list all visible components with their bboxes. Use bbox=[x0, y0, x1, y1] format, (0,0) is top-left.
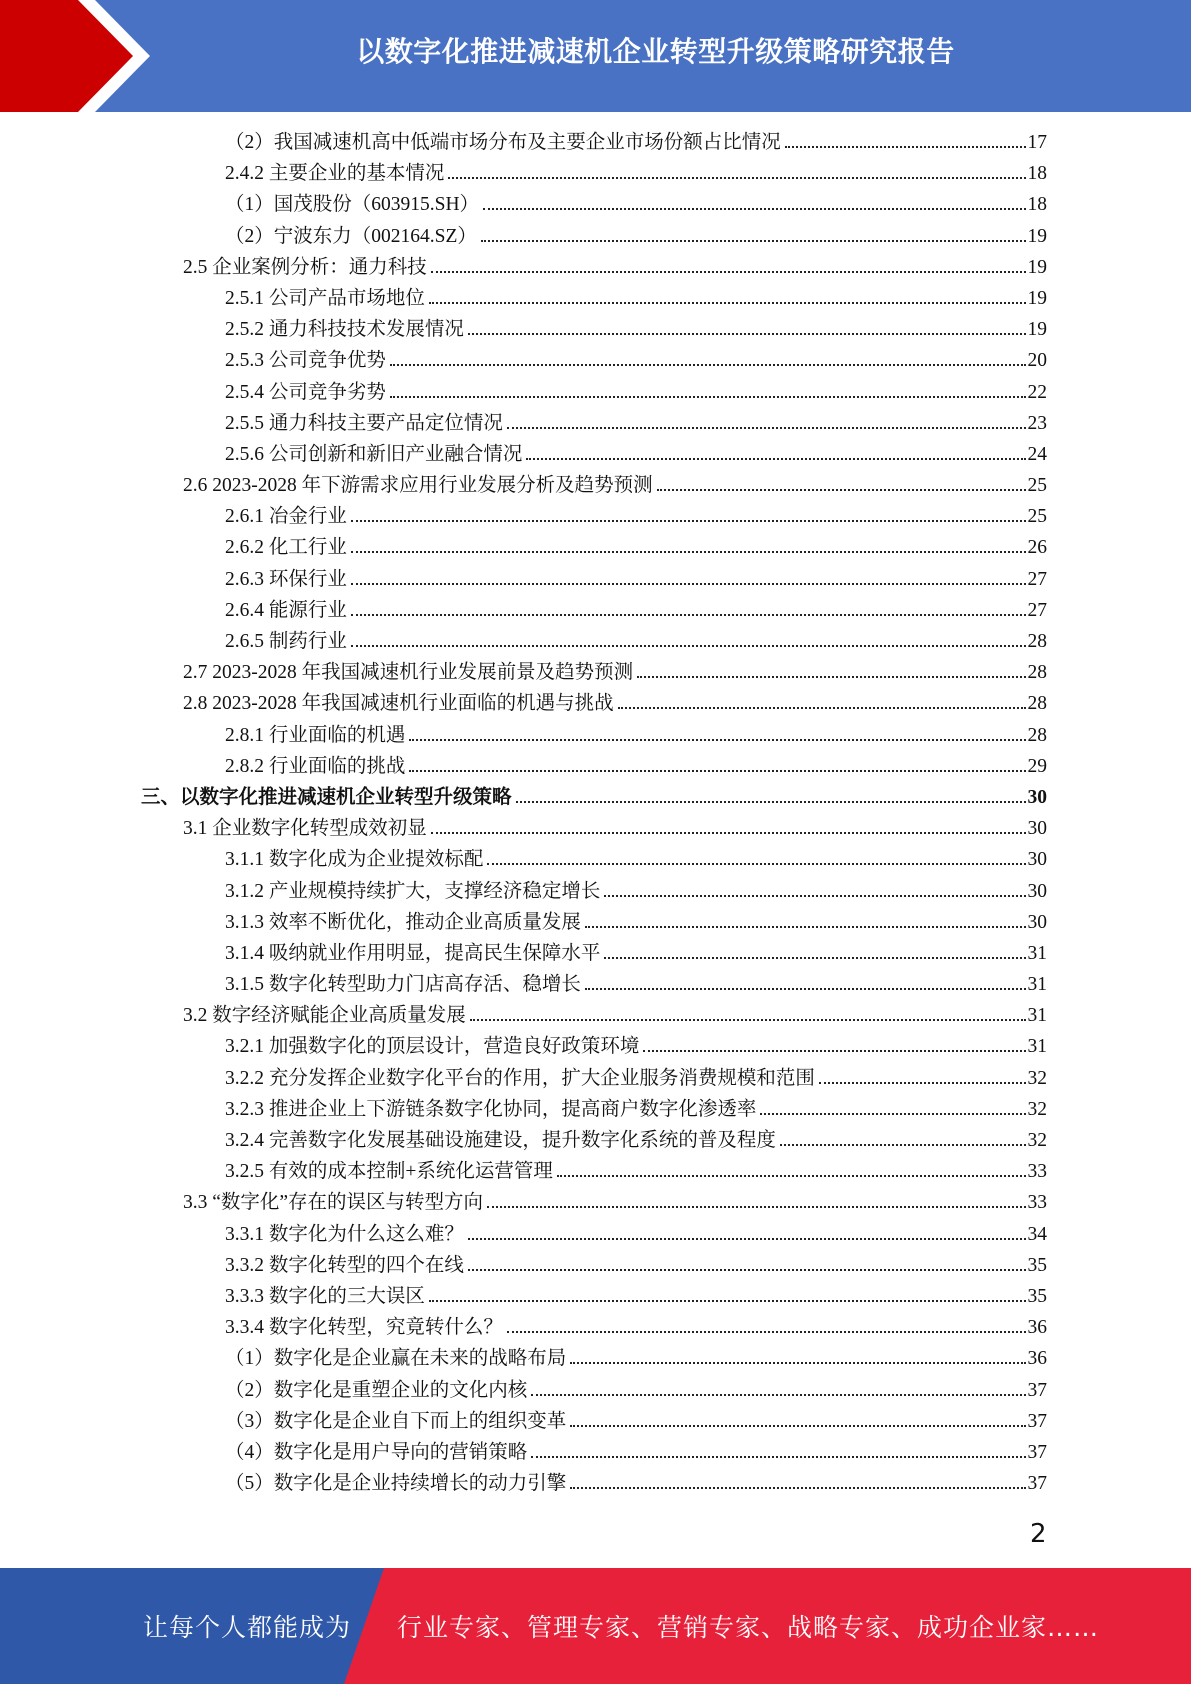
toc-entry-page: 30 bbox=[1027, 849, 1047, 871]
toc-entry-title: 3.1.3 效率不断优化，推动企业高质量发展 bbox=[225, 911, 581, 933]
toc-entry[interactable] bbox=[0, 1312, 1047, 1343]
toc-leader-dots bbox=[780, 1143, 1026, 1146]
footer-slogan-right: 行业专家、管理专家、营销专家、战略专家、成功企业家…… bbox=[397, 1613, 1100, 1642]
toc-entry-title: 3.3.4 数字化转型，究竟转什么？ bbox=[225, 1317, 503, 1339]
toc-entry[interactable] bbox=[0, 1125, 1047, 1156]
toc-entry-page: 28 bbox=[1027, 693, 1047, 715]
toc-entry-title: 3.2.4 完善数字化发展基础设施建设，提升数字化系统的普及程度 bbox=[225, 1130, 776, 1151]
toc-entry-title: （1）国茂股份（603915.SH） bbox=[225, 194, 480, 216]
toc-entry[interactable] bbox=[0, 813, 1047, 844]
toc-entry-page: 35 bbox=[1027, 1285, 1047, 1307]
toc-entry[interactable] bbox=[0, 1219, 1047, 1250]
toc-chapter-entry[interactable] bbox=[0, 782, 1047, 813]
toc-leader-dots bbox=[637, 675, 1025, 678]
toc-entry[interactable] bbox=[0, 532, 1047, 563]
toc-entry[interactable] bbox=[0, 1063, 1047, 1094]
toc-entry[interactable] bbox=[0, 938, 1047, 969]
toc-entry[interactable] bbox=[0, 1468, 1047, 1499]
toc-leader-dots bbox=[531, 1393, 1025, 1396]
toc-entry-page: 18 bbox=[1027, 194, 1047, 216]
toc-leader-dots bbox=[487, 862, 1025, 865]
toc-entry-title: 3.3.1 数字化为什么这么难？ bbox=[225, 1223, 464, 1245]
toc-leader-dots bbox=[470, 1018, 1026, 1021]
toc-leader-dots bbox=[390, 395, 1026, 398]
toc-leader-dots bbox=[507, 426, 1026, 429]
toc-leader-dots bbox=[351, 550, 1026, 553]
toc-entry-title: 三、以数字化推进减速机企业转型升级策略 bbox=[141, 786, 512, 808]
toc-leader-dots bbox=[351, 519, 1026, 522]
toc-entry-page: 28 bbox=[1027, 631, 1047, 652]
toc-leader-dots bbox=[468, 1237, 1026, 1240]
toc-entry[interactable] bbox=[0, 1343, 1047, 1374]
toc-leader-dots bbox=[516, 800, 1026, 803]
toc-entry-title: 3.1.4 吸纳就业作用明显，提高民生保障水平 bbox=[225, 942, 601, 964]
toc-entry-page: 29 bbox=[1027, 755, 1047, 777]
toc-entry-page: 30 bbox=[1027, 880, 1047, 902]
toc-entry[interactable] bbox=[0, 283, 1047, 314]
toc-entry-title: 2.6.2 化工行业 bbox=[225, 537, 347, 559]
toc-entry[interactable] bbox=[0, 127, 1047, 158]
toc-entry-title: 2.5 企业案例分析：通力科技 bbox=[183, 256, 427, 278]
toc-entry-title: （4）数字化是用户导向的营销策略 bbox=[225, 1441, 528, 1463]
toc-entry[interactable] bbox=[0, 564, 1047, 595]
toc-entry-page: 33 bbox=[1027, 1192, 1047, 1214]
toc-leader-dots bbox=[481, 239, 1026, 242]
toc-entry-title: 3.3.2 数字化转型的四个在线 bbox=[225, 1254, 464, 1276]
footer-slogan-left: 让每个人都能成为 bbox=[143, 1613, 352, 1642]
toc-entry[interactable] bbox=[0, 1375, 1047, 1406]
toc-entry-title: 2.5.5 通力科技主要产品定位情况 bbox=[225, 412, 503, 434]
toc-entry-title: 2.4.2 主要企业的基本情况 bbox=[225, 163, 445, 185]
toc-entry-page: 31 bbox=[1027, 974, 1047, 996]
toc-entry[interactable] bbox=[0, 501, 1047, 532]
toc-entry-page: 35 bbox=[1027, 1254, 1047, 1276]
toc-entry-page: 32 bbox=[1027, 1067, 1047, 1089]
toc-entry-title: 2.6.4 能源行业 bbox=[225, 599, 347, 621]
toc-entry-title: 3.2.5 有效的成本控制+系统化运营管理 bbox=[225, 1161, 553, 1183]
toc-entry-title: （3）数字化是企业自下而上的组织变革 bbox=[225, 1410, 567, 1432]
toc-leader-dots bbox=[351, 582, 1026, 585]
toc-entry-page: 18 bbox=[1027, 163, 1047, 185]
toc-entry-title: 2.6.5 制药行业 bbox=[225, 631, 347, 652]
toc-entry[interactable] bbox=[0, 345, 1047, 376]
toc-leader-dots bbox=[429, 301, 1026, 304]
toc-entry-title: （5）数字化是企业持续增长的动力引擎 bbox=[225, 1473, 567, 1495]
toc-entry[interactable] bbox=[0, 657, 1047, 688]
toc-leader-dots bbox=[785, 145, 1026, 148]
toc-leader-dots bbox=[585, 925, 1026, 928]
toc-entry[interactable] bbox=[0, 189, 1047, 220]
toc-leader-dots bbox=[657, 488, 1026, 491]
toc-entry-page: 37 bbox=[1027, 1473, 1047, 1495]
toc-entry-title: 2.5.4 公司竞争劣势 bbox=[225, 381, 386, 403]
toc-entry-title: 3.1.2 产业规模持续扩大，支撑经济稳定增长 bbox=[225, 880, 601, 902]
toc-entry[interactable] bbox=[0, 158, 1047, 189]
toc-entry[interactable] bbox=[0, 470, 1047, 501]
toc-leader-dots bbox=[570, 1486, 1025, 1489]
toc-leader-dots bbox=[819, 1081, 1026, 1084]
toc-entry-title: 3.2.2 充分发挥企业数字化平台的作用，扩大企业服务消费规模和范围 bbox=[225, 1067, 815, 1089]
toc-entry-page: 28 bbox=[1027, 662, 1047, 684]
toc-entry[interactable] bbox=[0, 1094, 1047, 1125]
toc-entry-page: 37 bbox=[1027, 1379, 1047, 1401]
toc-leader-dots bbox=[409, 738, 1025, 741]
toc-entry-page: 37 bbox=[1027, 1410, 1047, 1432]
toc-entry[interactable] bbox=[0, 751, 1047, 782]
toc-entry-page: 30 bbox=[1027, 911, 1047, 933]
toc-entry-title: 2.5.6 公司创新和新旧产业融合情况 bbox=[225, 443, 523, 465]
toc-entry-title: 2.6.1 冶金行业 bbox=[225, 506, 347, 528]
toc-entry-title: 3.2.1 加强数字化的顶层设计，营造良好政策环境 bbox=[225, 1036, 640, 1058]
page-footer bbox=[0, 1568, 1191, 1684]
toc-entry[interactable] bbox=[0, 1281, 1047, 1312]
toc-entry[interactable] bbox=[0, 1187, 1047, 1218]
toc-leader-dots bbox=[487, 1205, 1025, 1208]
toc-entry-page: 30 bbox=[1027, 786, 1047, 808]
toc-entry[interactable] bbox=[0, 688, 1047, 719]
toc-entry[interactable] bbox=[0, 1000, 1047, 1031]
toc-entry-title: 2.5.1 公司产品市场地位 bbox=[225, 287, 425, 309]
toc-entry-page: 19 bbox=[1027, 287, 1047, 309]
toc-leader-dots bbox=[604, 956, 1025, 959]
toc-leader-dots bbox=[431, 270, 1026, 273]
toc-leader-dots bbox=[585, 987, 1026, 990]
toc-entry[interactable] bbox=[0, 221, 1047, 252]
toc-entry[interactable] bbox=[0, 408, 1047, 439]
toc-entry-page: 32 bbox=[1027, 1098, 1047, 1120]
toc-leader-dots bbox=[351, 644, 1026, 647]
report-title: 以数字化推进减速机企业转型升级策略研究报告 bbox=[356, 35, 955, 68]
toc-entry-title: 3.2.3 推进企业上下游链条数字化协同，提高商户数字化渗透率 bbox=[225, 1098, 757, 1120]
toc-leader-dots bbox=[526, 457, 1025, 460]
toc-entry-page: 32 bbox=[1027, 1130, 1047, 1151]
toc-entry-page: 30 bbox=[1027, 818, 1047, 840]
toc-entry-title: （2）数字化是重塑企业的文化内核 bbox=[225, 1379, 528, 1401]
toc-entry-page: 36 bbox=[1027, 1317, 1047, 1339]
toc-entry-title: （2）宁波东力（002164.SZ） bbox=[225, 225, 477, 247]
toc-leader-dots bbox=[570, 1361, 1025, 1364]
toc-entry[interactable] bbox=[0, 907, 1047, 938]
toc-entry-page: 22 bbox=[1027, 381, 1047, 403]
toc-entry-title: 3.2 数字经济赋能企业高质量发展 bbox=[183, 1005, 466, 1027]
toc-entry-page: 27 bbox=[1027, 568, 1047, 590]
toc-leader-dots bbox=[604, 894, 1025, 897]
toc-entry-page: 37 bbox=[1027, 1441, 1047, 1463]
toc-entry-page: 24 bbox=[1027, 443, 1047, 465]
toc-entry-title: 2.5.2 通力科技技术发展情况 bbox=[225, 319, 464, 341]
toc-entry-title: 2.5.3 公司竞争优势 bbox=[225, 350, 386, 372]
toc-entry-title: 3.3.3 数字化的三大误区 bbox=[225, 1285, 425, 1307]
toc-entry-title: 2.8.1 行业面临的机遇 bbox=[225, 724, 406, 746]
toc-entry[interactable] bbox=[0, 252, 1047, 283]
toc-entry-title: 3.1 企业数字化转型成效初显 bbox=[183, 818, 427, 840]
toc-entry[interactable] bbox=[0, 720, 1047, 751]
toc-entry[interactable] bbox=[0, 314, 1047, 345]
toc-entry-title: （1）数字化是企业赢在未来的战略布局 bbox=[225, 1348, 567, 1370]
toc-leader-dots bbox=[618, 706, 1026, 709]
toc-entry-page: 28 bbox=[1027, 724, 1047, 746]
toc-entry-title: 2.8.2 行业面临的挑战 bbox=[225, 755, 406, 777]
page-header bbox=[0, 0, 1191, 112]
toc-entry-title: 2.6.3 环保行业 bbox=[225, 568, 347, 590]
page-number: 2 bbox=[1030, 1519, 1047, 1549]
toc-entry-title: 2.7 2023-2028 年我国减速机行业发展前景及趋势预测 bbox=[183, 662, 634, 684]
toc-entry[interactable] bbox=[0, 1437, 1047, 1468]
toc-entry-page: 23 bbox=[1027, 412, 1047, 434]
toc-leader-dots bbox=[760, 1112, 1025, 1115]
toc-entry[interactable] bbox=[0, 844, 1047, 875]
toc-entry[interactable] bbox=[0, 1250, 1047, 1281]
toc-entry-title: 3.1.1 数字化成为企业提效标配 bbox=[225, 849, 484, 871]
toc-entry-page: 25 bbox=[1027, 475, 1047, 497]
toc-entry-title: 2.8 2023-2028 年我国减速机行业面临的机遇与挑战 bbox=[183, 693, 614, 715]
toc-entry[interactable] bbox=[0, 439, 1047, 470]
toc-leader-dots bbox=[531, 1455, 1025, 1458]
toc-entry[interactable] bbox=[0, 626, 1047, 657]
toc-entry-page: 31 bbox=[1027, 942, 1047, 964]
toc-leader-dots bbox=[468, 1268, 1026, 1271]
toc-entry[interactable] bbox=[0, 969, 1047, 1000]
toc-entry-page: 31 bbox=[1027, 1005, 1047, 1027]
toc-leader-dots bbox=[429, 1299, 1026, 1302]
toc-entry-page: 20 bbox=[1027, 350, 1047, 372]
toc-entry-title: 3.3 “数字化”存在的误区与转型方向 bbox=[183, 1192, 484, 1214]
toc-entry-page: 36 bbox=[1027, 1348, 1047, 1370]
toc-entry-title: 3.1.5 数字化转型助力门店高存活、稳增长 bbox=[225, 974, 581, 996]
toc-leader-dots bbox=[483, 207, 1025, 210]
toc-entry-title: 2.6 2023-2028 年下游需求应用行业发展分析及趋势预测 bbox=[183, 475, 653, 497]
toc-entry-page: 31 bbox=[1027, 1036, 1047, 1058]
toc-entry[interactable] bbox=[0, 1156, 1047, 1187]
toc-leader-dots bbox=[643, 1049, 1025, 1052]
toc-leader-dots bbox=[507, 1330, 1026, 1333]
toc-leader-dots bbox=[448, 176, 1025, 179]
toc-leader-dots bbox=[390, 363, 1026, 366]
toc-entry[interactable] bbox=[0, 1406, 1047, 1437]
toc-entry-page: 26 bbox=[1027, 537, 1047, 559]
toc-entry-page: 19 bbox=[1027, 225, 1047, 247]
toc-entry[interactable] bbox=[0, 876, 1047, 907]
toc-entry-page: 17 bbox=[1027, 132, 1047, 153]
toc-entry[interactable] bbox=[0, 595, 1047, 626]
toc-entry-page: 19 bbox=[1027, 256, 1047, 278]
toc-entry-page: 25 bbox=[1027, 506, 1047, 528]
toc-entry[interactable] bbox=[0, 377, 1047, 408]
toc-leader-dots bbox=[570, 1424, 1025, 1427]
toc-leader-dots bbox=[557, 1174, 1026, 1177]
toc-entry-title: （2）我国减速机高中低端市场分布及主要企业市场份额占比情况 bbox=[225, 132, 781, 153]
toc-leader-dots bbox=[431, 831, 1026, 834]
toc-entry[interactable] bbox=[0, 1031, 1047, 1062]
table-of-contents bbox=[0, 127, 1191, 1499]
toc-leader-dots bbox=[468, 332, 1026, 335]
toc-entry-page: 34 bbox=[1027, 1223, 1047, 1245]
toc-entry-page: 33 bbox=[1027, 1161, 1047, 1183]
toc-entry-page: 27 bbox=[1027, 599, 1047, 621]
toc-leader-dots bbox=[351, 613, 1026, 616]
toc-entry-page: 19 bbox=[1027, 319, 1047, 341]
toc-leader-dots bbox=[409, 769, 1025, 772]
